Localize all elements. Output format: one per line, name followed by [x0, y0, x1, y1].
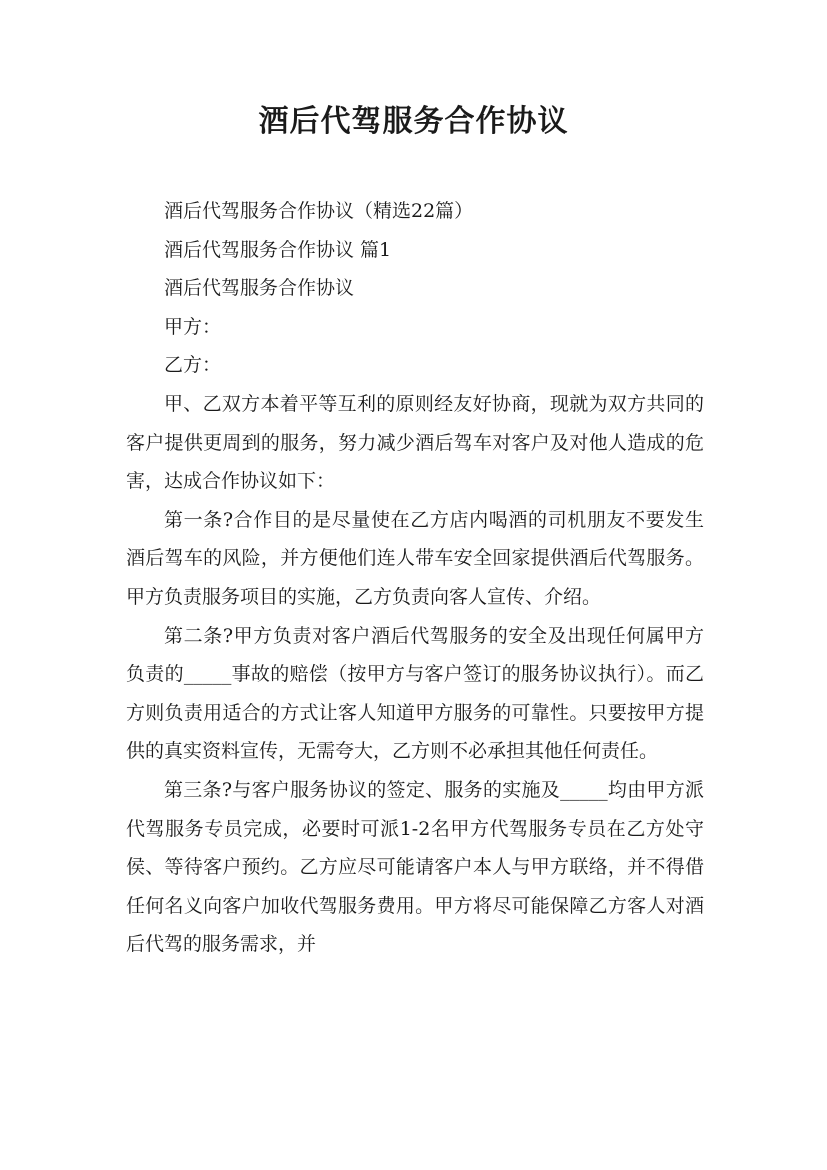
- section-heading: 酒后代驾服务合作协议 篇1: [164, 238, 392, 261]
- subtitle-line: 酒后代驾服务合作协议（精选22篇）: [164, 200, 474, 222]
- party-a-line: 甲方：: [164, 315, 222, 338]
- article-3-paragraph: 第三条?与客户服务协议的签定、服务的实施及_____均由甲方派代驾服务专员完成，必要时可派1-2名甲方代驾服务专员在乙方处守侯、等待客户预约。乙方应尽可能请客户本人与甲方联络，并不得借任何名义向客户加收代驾服务费用。甲方将尽可能保障乙方客人对酒后代驾的服务需求，并: [126, 778, 704, 956]
- agreement-name: 酒后代驾服务合作协议: [164, 277, 355, 300]
- party-b-line: 乙方：: [164, 354, 222, 377]
- document-title: 酒后代驾服务合作协议: [258, 104, 569, 139]
- document-body: [126, 192, 704, 964]
- preamble-paragraph: 甲、乙双方本着平等互利的原则经友好协商，现就为双方共同的客户提供更周到的服务，努力减少酒后驾车对客户及对他人造成的危害，达成合作协议如下：: [126, 392, 704, 493]
- article-1-paragraph: 第一条?合作目的是尽量使在乙方店内喝酒的司机朋友不要发生酒后驾车的风险，并方便他们连人带车安全回家提供酒后代驾服务。甲方负责服务项目的实施，乙方负责向客人宣传、介绍。: [126, 508, 704, 608]
- article-2-paragraph: 第二条?甲方负责对客户酒后代驾服务的安全及出现任何属甲方负责的_____事故的赔偿（按甲方与客户签订的服务协议执行）。而乙方则负责用适合的方式让客人知道甲方服务的可靠性。只要按甲方提供的真实资料宣传，无需夸大，乙方则不必承担其他任何责任。: [126, 624, 704, 763]
